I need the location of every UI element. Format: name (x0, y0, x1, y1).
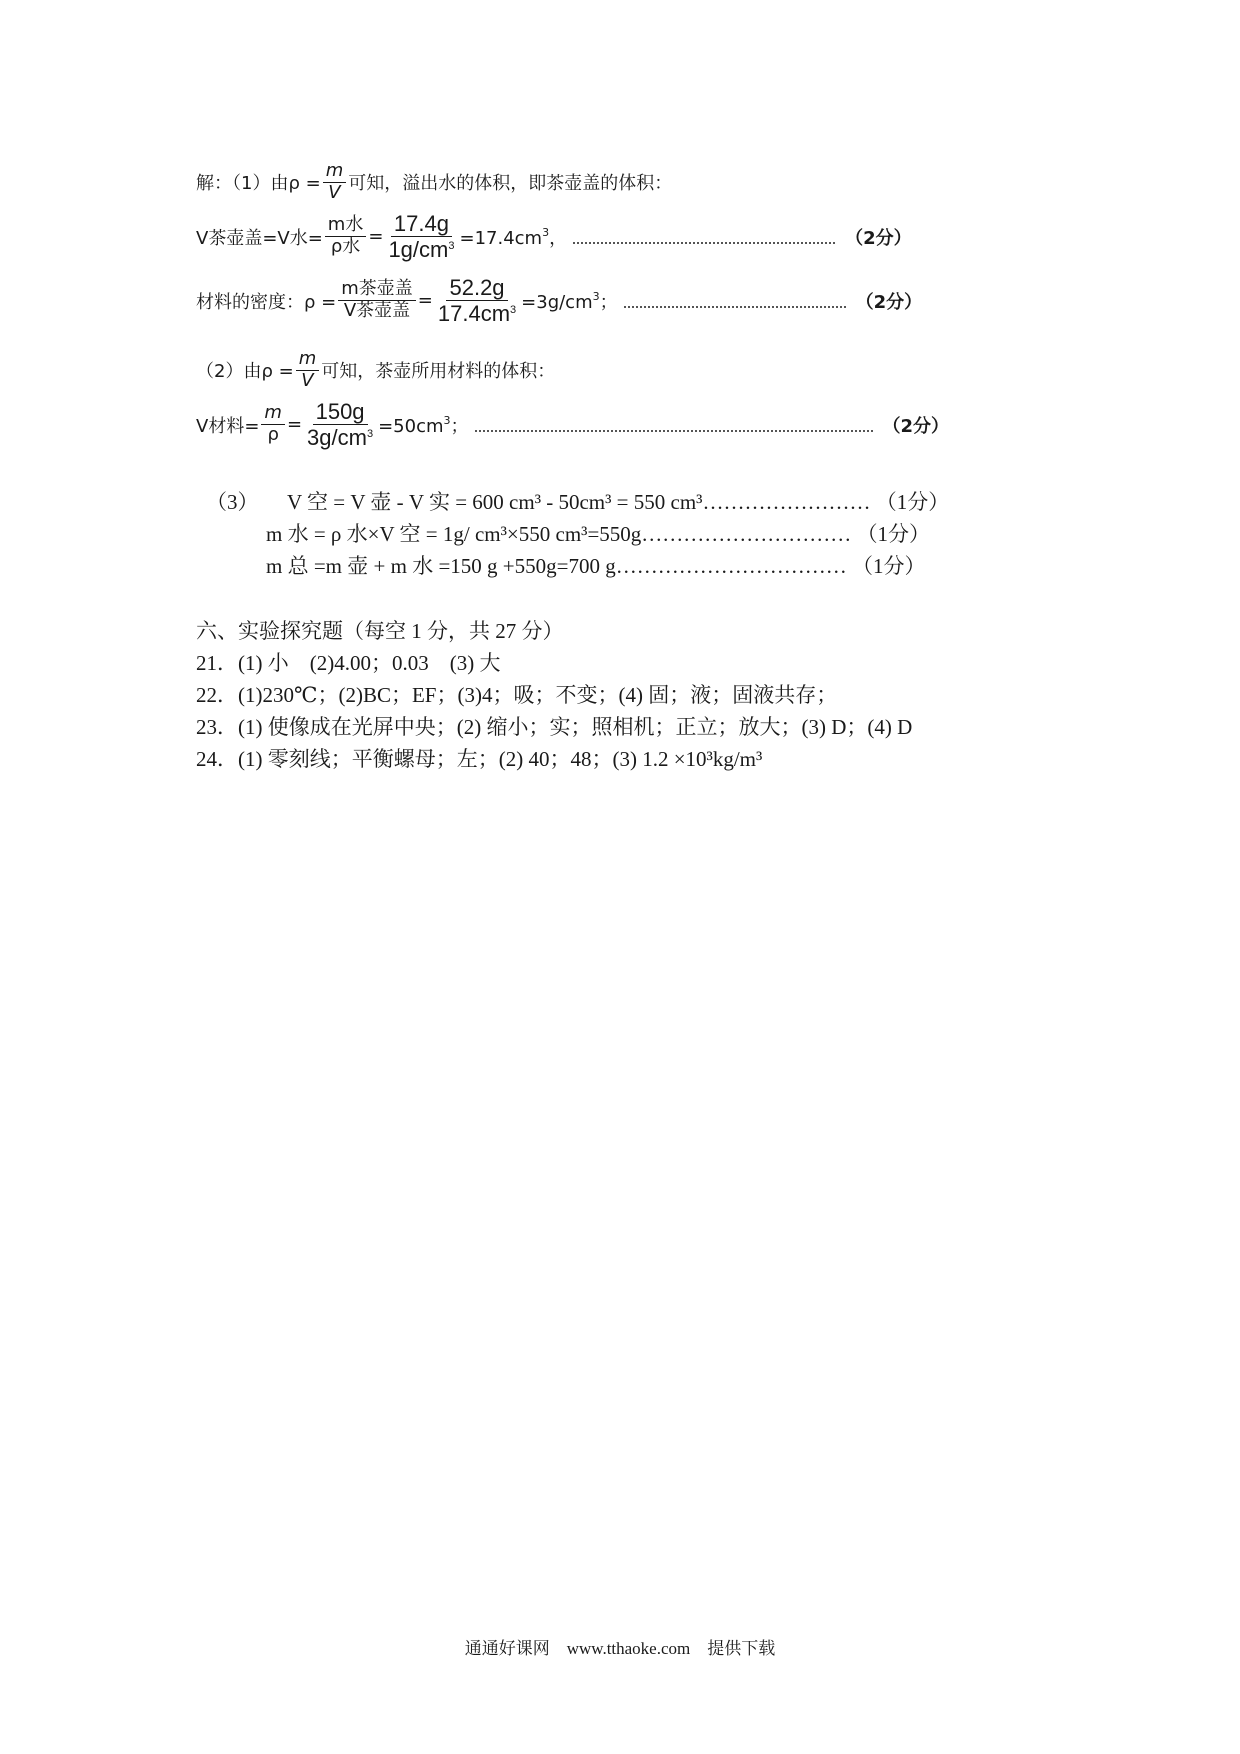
dotted-leader (475, 430, 873, 432)
fraction-values (385, 212, 457, 261)
solution-line-8 (266, 550, 925, 580)
superscript-3: 3 (448, 240, 455, 253)
solution-line-6 (206, 486, 949, 516)
solution-line-3 (196, 276, 922, 325)
frac-numerator: m (323, 162, 347, 183)
fraction-m-over-rho (261, 404, 285, 445)
l3-prefix: 材料的密度：ρ = (196, 291, 337, 313)
dotted-leader (624, 306, 846, 308)
result-value: =3g/cm (521, 291, 593, 313)
superscript-3: 3 (443, 413, 451, 427)
frac-denominator: ρ (267, 424, 279, 446)
solution-line-1 (196, 162, 672, 203)
frac-denominator: 17.4cm (437, 301, 511, 327)
frac-numerator: m茶壶盖 (338, 280, 416, 301)
answer-item: 21．(1) 小 (2)4.00；0.03 (3) 大 (196, 651, 501, 675)
frac-numerator: m (296, 350, 320, 371)
answer-item: 22．(1)230℃；(2)BC；EF；(3)4；吸；不变；(4) 固；液；固液共存； (196, 683, 838, 707)
l4-prefix: （2）由ρ = (196, 361, 294, 383)
frac-denominator: 1g/cm (388, 237, 449, 263)
l8-text: m 总 =m 壶 + m 水 =150 g +550g=700 g…………………………… (266, 554, 847, 578)
frac-denominator: 3g/cm (307, 425, 367, 451)
equals-sign: = (286, 414, 303, 436)
frac-numerator: m (261, 404, 285, 425)
superscript-3: 3 (592, 289, 600, 303)
solution-line-7 (266, 518, 930, 548)
fraction-m-over-v (323, 162, 347, 203)
score: （1分） (856, 522, 931, 546)
frac-numerator: 52.2g (446, 276, 507, 301)
superscript-3: 3 (542, 225, 550, 239)
answer-item: 23．(1) 使像成在光屏中央；(2) 缩小；实；照相机；正立；放大；(3) D；(4) D (196, 715, 913, 739)
result-value: =17.4cm (459, 227, 543, 249)
fraction-m-over-v (296, 350, 320, 391)
frac-denominator: V (301, 369, 314, 391)
l3-result (521, 288, 617, 314)
frac-denominator: V (328, 181, 341, 203)
result-value: =50cm (378, 415, 444, 437)
fraction-values (304, 400, 376, 449)
score: （1分） (875, 490, 950, 514)
l2-prefix: V茶壶盖=V水= (196, 227, 323, 249)
page-footer: 通通好课网 www.tthaoke.com 提供下载 (464, 1639, 776, 1658)
frac-denominator: ρ水 (330, 236, 361, 258)
superscript-3: 3 (366, 428, 374, 441)
equals-sign: = (417, 290, 433, 312)
fraction-m-water (325, 216, 367, 257)
l2-result (459, 224, 567, 250)
l1-prefix: 解：（1）由ρ = (196, 173, 321, 195)
separator: ， (549, 227, 568, 249)
dotted-leader (573, 242, 835, 244)
fraction-teapot-lid (338, 280, 416, 321)
l1-suffix: 可知，溢出水的体积，即茶壶盖的体积： (348, 173, 673, 195)
l4-suffix: 可知，茶壶所用材料的体积： (321, 361, 556, 383)
part-label: （3） (206, 490, 259, 514)
frac-numerator: 17.4g (391, 212, 452, 237)
solution-line-2 (196, 212, 912, 261)
frac-numerator: 150g (313, 400, 368, 425)
frac-denominator: V茶壶盖 (343, 300, 411, 322)
equals-sign: = (368, 226, 384, 248)
separator: ； (599, 291, 618, 313)
superscript-3: 3 (510, 304, 517, 317)
l7-text: m 水 = ρ 水×V 空 = 1g/ cm³×550 cm³=550g………………………… (266, 522, 852, 546)
l5-prefix: V材料= (196, 415, 260, 437)
l5-result (378, 412, 468, 438)
score: （2分） (882, 415, 950, 437)
answer-item: 24．(1) 零刻线；平衡螺母；左；(2) 40；48；(3) 1.2 ×10³kg/m³ (196, 747, 763, 771)
separator: ； (450, 415, 469, 437)
score: （2分） (855, 291, 923, 313)
solution-line-5 (196, 400, 949, 449)
section-heading: 六、实验探究题（每空 1 分，共 27 分） (196, 619, 564, 643)
fraction-values (435, 276, 519, 325)
score: （1分） (851, 554, 926, 578)
l6-text: V 空 = V 壶 - V 实 = 600 cm³ - 50cm³ = 550 cm³…………………… (287, 490, 871, 514)
score: （2分） (845, 227, 912, 249)
frac-numerator: m水 (325, 216, 367, 237)
solution-line-4 (196, 350, 555, 391)
